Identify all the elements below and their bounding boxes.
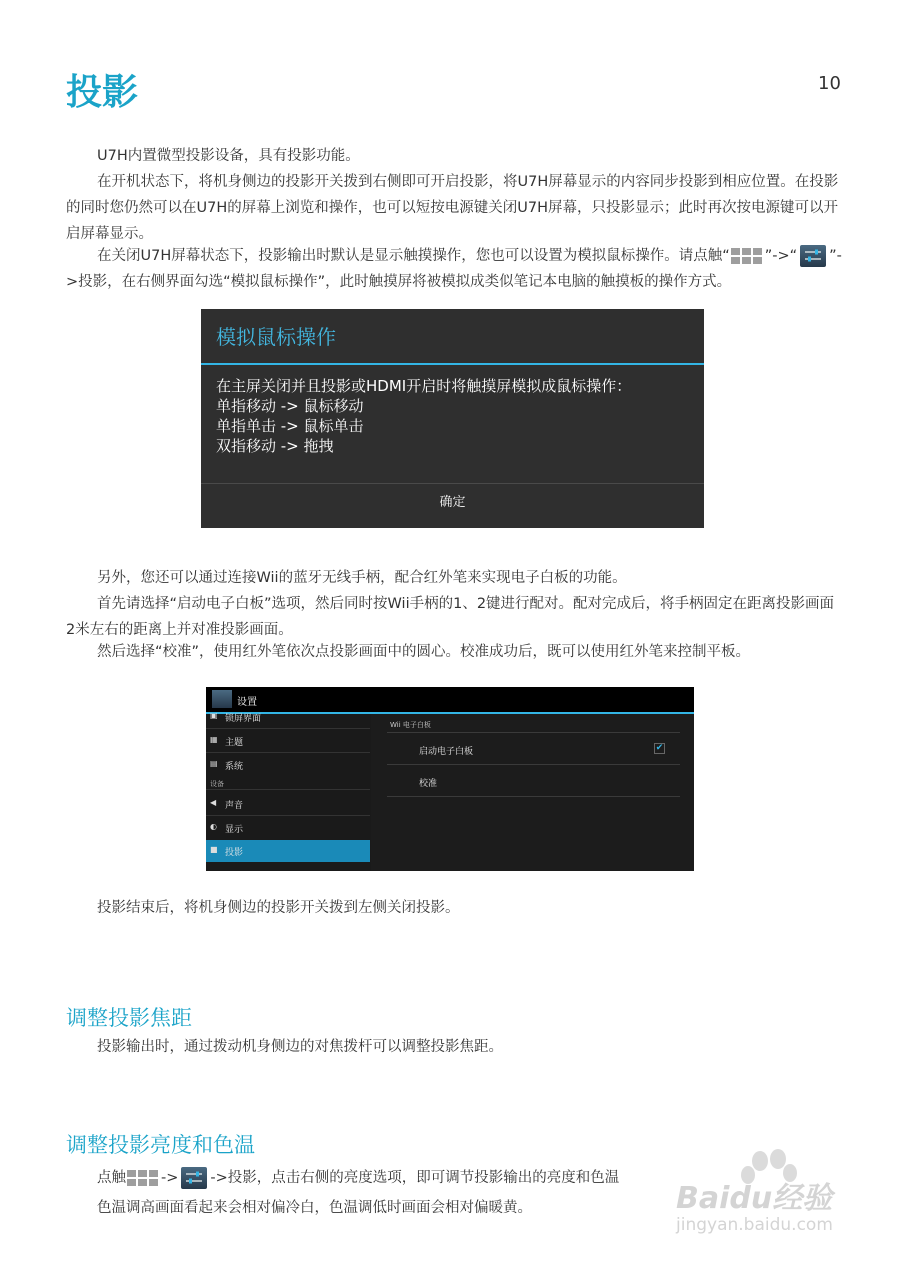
- dialog-line: 在主屏关闭并且投影或HDMI开启时将触摸屏模拟成鼠标操作：: [216, 377, 632, 395]
- theme-icon: ▦: [210, 735, 218, 744]
- intro-p3-part1: 在关闭U7H屏幕状态下，投影输出时默认是显示触摸操作，您也可以设置为模拟鼠标操作。请点触“: [97, 248, 730, 264]
- page-title: 投影: [66, 72, 139, 113]
- brightness-part2: ->: [161, 1170, 179, 1186]
- start-whiteboard-option[interactable]: 启动电子白板: [419, 747, 474, 757]
- sidebar-item-sound[interactable]: [206, 793, 370, 815]
- baidu-watermark: [672, 1143, 852, 1243]
- projector-icon: ■: [210, 845, 218, 854]
- sidebar-item-label: 投影: [225, 848, 244, 858]
- sidebar-item-label: 主题: [225, 738, 244, 748]
- sidebar-divider: [206, 815, 370, 816]
- sidebar-divider: [206, 728, 370, 729]
- wii-whiteboard-header: Wii 电子白板: [390, 721, 431, 729]
- brightness-part1: 点触: [97, 1170, 126, 1186]
- dialog-confirm-button[interactable]: 确定: [439, 495, 466, 510]
- simulate-mouse-dialog: [201, 309, 704, 528]
- sidebar-section-header: 设备: [210, 780, 224, 788]
- wii-paragraph-3: 然后选择“校准”，使用红外笔依次点投影画面中的圆心。校准成功后，既可以使用红外笔来控制平板。: [97, 644, 751, 660]
- dialog-line: 单指移动 -> 鼠标移动: [216, 397, 364, 415]
- settings-detail-pane: [375, 714, 694, 871]
- page-number: 10: [818, 73, 841, 94]
- intro-paragraph-3: [66, 243, 842, 295]
- lock-icon: ▣: [210, 711, 218, 720]
- watermark-url: jingyan.baidu.com: [676, 1215, 833, 1235]
- settings-sidebar: [206, 711, 371, 871]
- dialog-button-divider: [201, 483, 704, 484]
- calibrate-option[interactable]: 校准: [419, 779, 438, 789]
- pane-divider: [387, 764, 680, 765]
- app-grid-icon: [127, 1169, 160, 1187]
- watermark-brand: Baidu经验: [676, 1181, 833, 1216]
- sidebar-item-system[interactable]: [206, 754, 370, 776]
- sidebar-item-label: 锁屏界面: [225, 714, 262, 724]
- sidebar-item-label: 系统: [225, 762, 244, 772]
- settings-icon: [800, 245, 826, 267]
- sidebar-item-theme[interactable]: [206, 730, 370, 752]
- brightness-part3: ->投影，点击右侧的亮度选项，即可调节投影输出的亮度和色温: [210, 1170, 620, 1186]
- focus-text: 投影输出时，通过拨动机身侧边的对焦拨杆可以调整投影焦距。: [97, 1039, 503, 1055]
- dialog-title: 模拟鼠标操作: [216, 325, 336, 349]
- sidebar-item-label: 显示: [225, 825, 244, 835]
- end-note: 投影结束后，将机身侧边的投影开关拨到左侧关闭投影。: [97, 900, 460, 916]
- intro-paragraph-2: 在开机状态下，将机身侧边的投影开关拨到右侧即可开启投影，将U7H屏幕显示的内容同步投影到相应位置。在投影的同时您仍然可以在U7H的屏幕上浏览和操作，也可以短按电源键关闭U7H屏幕，只投影显示；此时再次按电源键可以开启屏幕显示。: [66, 174, 839, 242]
- settings-title: 设置: [237, 697, 257, 708]
- brightness-heading: 调整投影亮度和色温: [66, 1133, 255, 1157]
- pane-divider: [387, 796, 680, 797]
- settings-screenshot: [206, 687, 694, 871]
- wii-paragraph-1: 另外，您还可以通过连接Wii的蓝牙无线手柄，配合红外笔来实现电子白板的功能。: [97, 570, 627, 586]
- whiteboard-checkbox[interactable]: ✔: [655, 743, 664, 753]
- sidebar-divider: [206, 752, 370, 753]
- intro-paragraph-1: U7H内置微型投影设备，具有投影功能。: [97, 148, 360, 164]
- system-icon: ▤: [210, 759, 218, 768]
- dialog-line: 单指单击 -> 鼠标单击: [216, 417, 364, 435]
- intro-p3-part2: ”->“: [764, 248, 798, 264]
- dialog-line: 双指移动 -> 拖拽: [216, 437, 334, 455]
- display-icon: ◐: [210, 822, 217, 831]
- wii-paragraph-2: 首先请选择“启动电子白板”选项，然后同时按Wii手柄的1、2键进行配对。配对完成后，将手柄固定在距离投影画面2米左右的距离上并对准投影画面。: [66, 596, 835, 638]
- intro-p3-part3: ”->投影，在右侧界面勾选“模拟鼠标操作”，此时触摸屏将被模拟成类似笔记本电脑的触摸板的操作方式。: [66, 248, 842, 290]
- pane-divider: [387, 732, 680, 733]
- sound-icon: ◀: [210, 798, 217, 807]
- dialog-body: [216, 376, 631, 456]
- sidebar-divider: [206, 789, 370, 790]
- sidebar-item-label: 声音: [225, 801, 244, 811]
- sidebar-item-display[interactable]: [206, 817, 370, 839]
- sidebar-item-projection[interactable]: [206, 840, 370, 862]
- dialog-title-divider: [201, 363, 704, 365]
- sidebar-item-lockscreen[interactable]: [206, 706, 370, 728]
- app-grid-icon: [731, 247, 764, 265]
- focus-heading: 调整投影焦距: [66, 1006, 192, 1030]
- brightness-text-2: 色温调高画面看起来会相对偏冷白，色温调低时画面会相对偏暖黄。: [97, 1200, 532, 1216]
- settings-icon: [181, 1167, 207, 1189]
